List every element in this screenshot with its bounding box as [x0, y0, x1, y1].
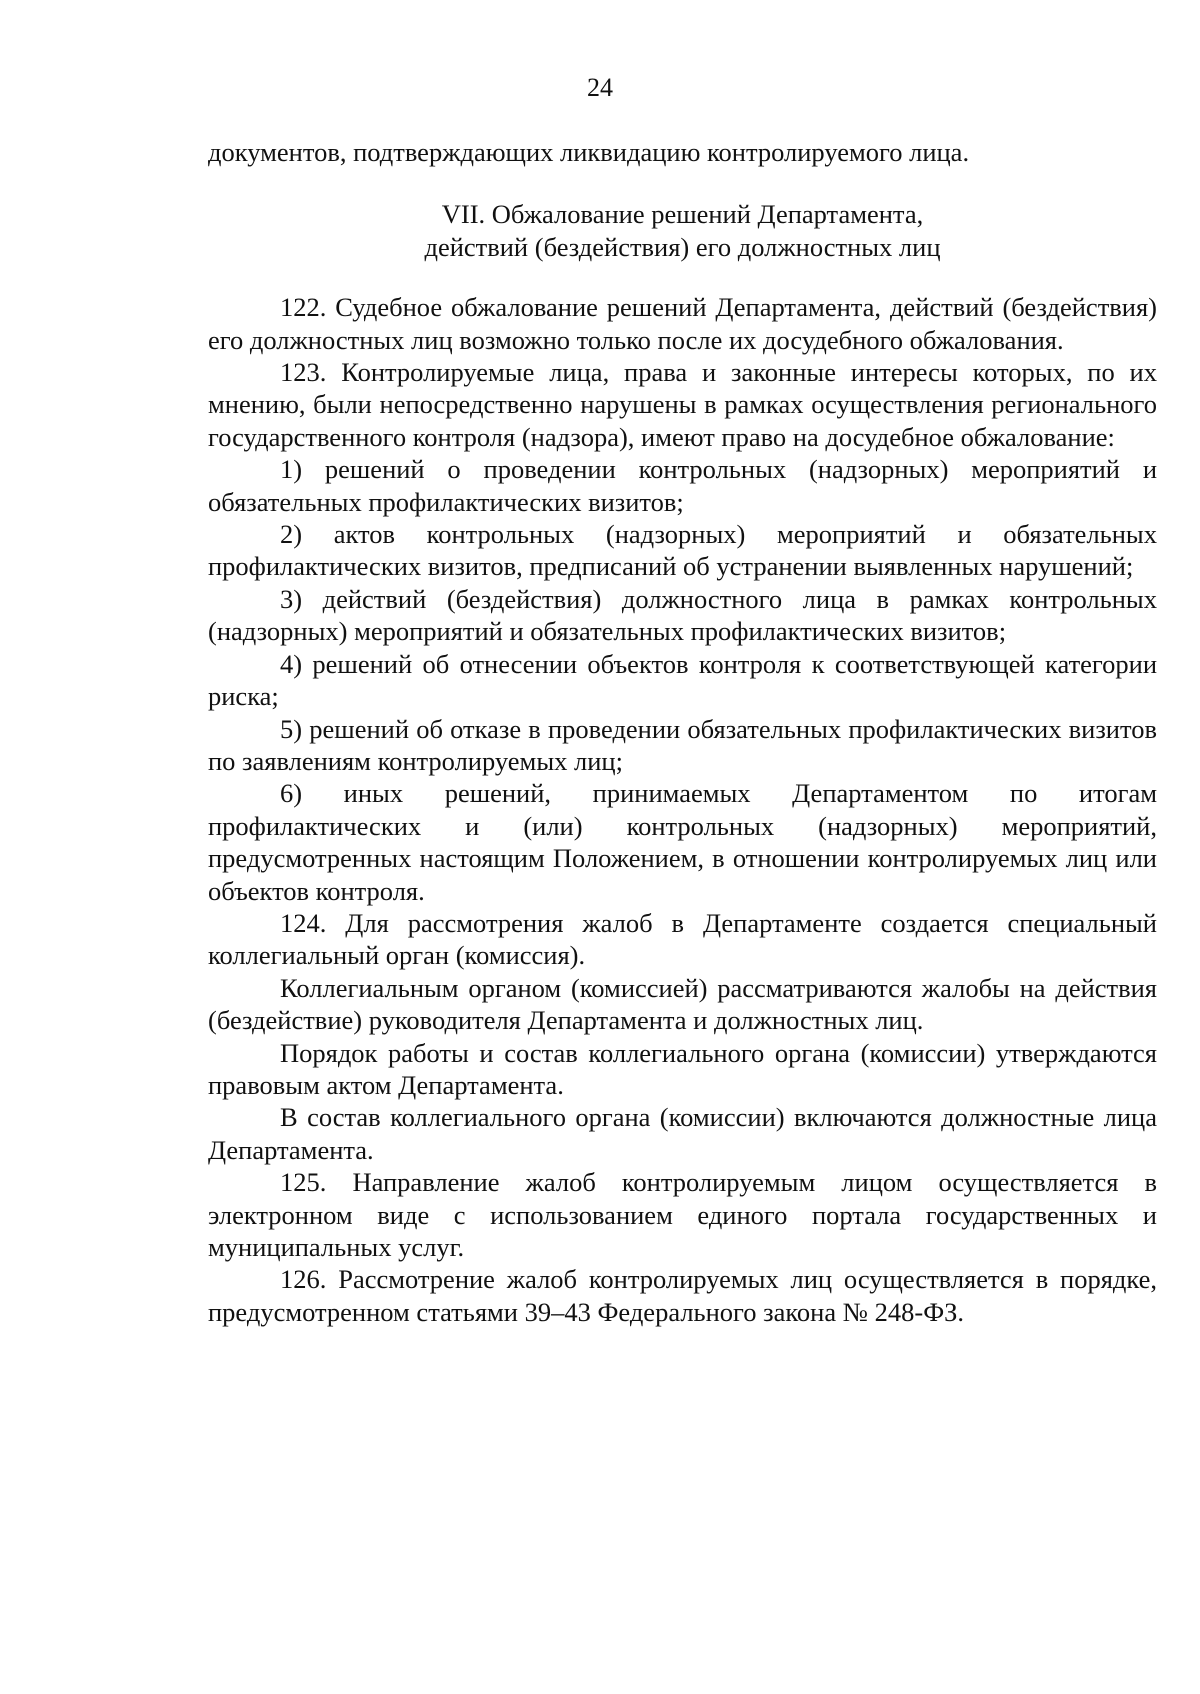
paragraph-124: 124. Для рассмотрения жалоб в Департаменте создается специальный коллегиальный орган (комиссия). — [208, 907, 1157, 971]
paragraph-124-procedure: Порядок работы и состав коллегиального органа (комиссии) утверждаются правовым актом Департамента. — [208, 1037, 1157, 1100]
paragraph-124-collegial-body: Коллегиальным органом (комиссией) рассматриваются жалобы на действия (бездействие) руководителя Департамента и должностных лиц. — [208, 972, 1157, 1036]
paragraph-126: 126. Рассмотрение жалоб контролируемых лиц осуществляется в порядке, предусмотренном статьями 39–43 Федерального закона № 248-ФЗ. — [208, 1264, 1157, 1327]
list-item-1: 1) решений о проведении контрольных (надзорных) мероприятий и обязательных профилактических визитов; — [208, 454, 1157, 517]
paragraph-124-composition: В состав коллегиального органа (комиссии) включаются должностные лица Департамента. — [208, 1102, 1157, 1165]
list-item-6: 6) иных решений, принимаемых Департаментом по итогам профилактических и (или) контрольных (надзорных) мероприятий, предусмотренных настоящим Положением, в отношении контролируемых лиц или объектов контроля. — [208, 778, 1157, 906]
paragraph-125: 125. Направление жалоб контролируемым лицом осуществляется в электронном виде с использованием единого портала государственных и муниципальных услуг. — [208, 1167, 1157, 1262]
list-item-2: 2) актов контрольных (надзорных) мероприятий и обязательных профилактических визитов, предписаний об устранении выявленных нарушений; — [208, 519, 1157, 582]
page-number: 24 — [587, 73, 613, 102]
paragraph-122: 122. Судебное обжалование решений Департамента, действий (бездействия) его должностных лиц возможно только после их досудебного обжалования. — [208, 292, 1157, 355]
section-heading — [208, 198, 1157, 263]
document-body — [208, 136, 1157, 1328]
list-item-3: 3) действий (бездействия) должностного лица в рамках контрольных (надзорных) мероприятий и обязательных профилактических визитов; — [208, 583, 1157, 647]
paragraph-123: 123. Контролируемые лица, права и законные интересы которых, по их мнению, были непосредственно нарушены в рамках осуществления регионального государственного контроля (надзора), имеют право на досудебное обжалование: — [208, 357, 1157, 452]
section-heading-line-2: действий (бездействия) его должностных лиц — [424, 231, 941, 262]
section-heading-line-1: VII. Обжалование решений Департамента, — [441, 199, 924, 230]
list-item-4: 4) решений об отнесении объектов контроля к соответствующей категории риска; — [208, 648, 1157, 712]
continuation-line: документов, подтверждающих ликвидацию контролируемого лица. — [208, 137, 970, 167]
list-item-5: 5) решений об отказе в проведении обязательных профилактических визитов по заявлениям контролируемых лиц; — [208, 713, 1157, 776]
